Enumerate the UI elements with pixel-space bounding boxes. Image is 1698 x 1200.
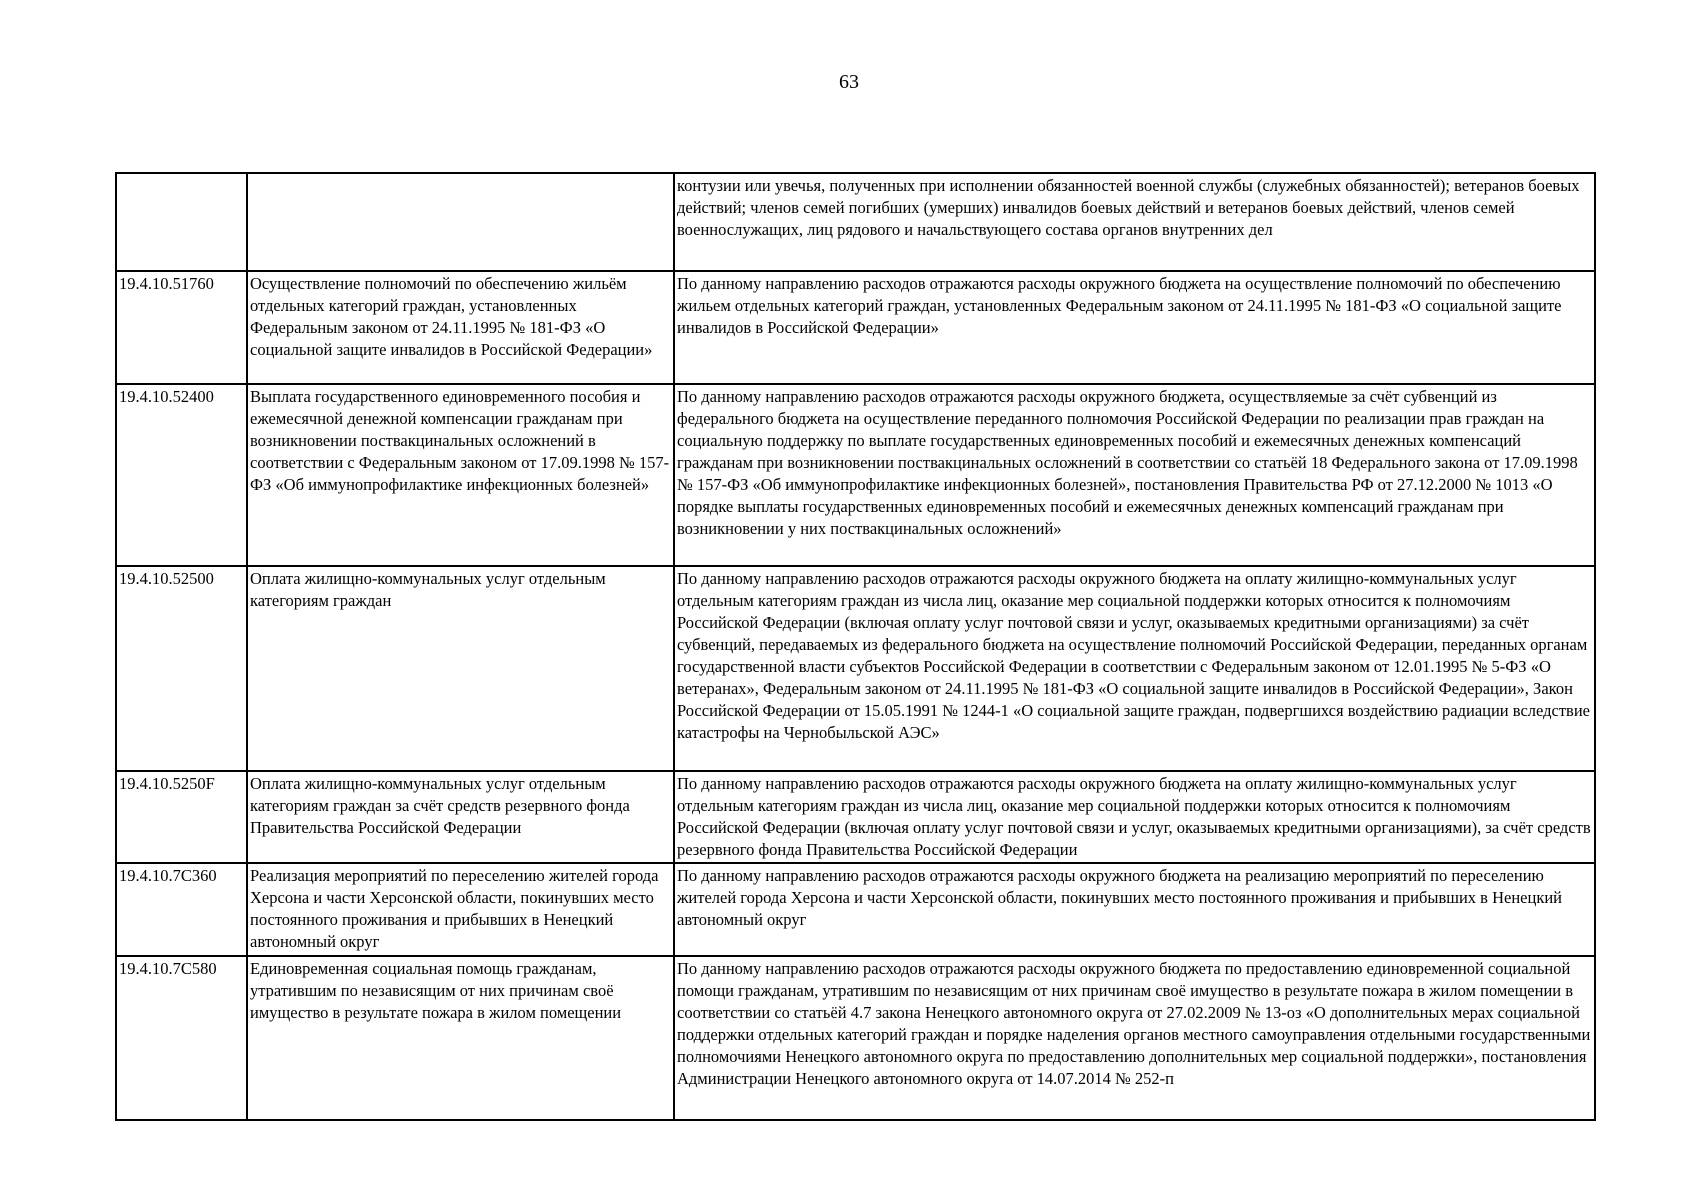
expense-name-cell: Оплата жилищно-коммунальных услуг отдельным категориям граждан xyxy=(247,566,674,771)
expense-description-cell: По данному направлению расходов отражаются расходы окружного бюджета на осуществление полномочий по обеспечению жильем отдельных категорий граждан, установленных Федеральным законом от 24.11.1995 № 181-ФЗ «О социальной защите инвалидов в Российской Федерации» xyxy=(674,271,1595,384)
table-row xyxy=(116,956,1595,1120)
expense-code-cell: 19.4.10.52500 xyxy=(116,566,247,771)
expense-description-cell: контузии или увечья, полученных при исполнении обязанностей военной службы (служебных обязанностей); ветеранов боевых действий; членов семей погибших (умерших) инвалидов боевых действий и ветеранов боевых действий, членов семей военнослужащих, лиц рядового и начальствующего состава органов внутренних дел xyxy=(674,173,1595,271)
table-row xyxy=(116,271,1595,384)
expense-name-cell: Выплата государственного единовременного пособия и ежемесячной денежной компенсации гражданам при возникновении поствакцинальных осложнений в соответствии с Федеральным законом от 17.09.1998 № 157-ФЗ «Об иммунопрофилактике инфекционных болезней» xyxy=(247,384,674,566)
expense-description-cell: По данному направлению расходов отражаются расходы окружного бюджета на оплату жилищно-коммунальных услуг отдельным категориям граждан из числа лиц, оказание мер социальной поддержки которых относится к полномочиям Российской Федерации (включая оплату услуг почтовой связи и услуг, оказываемых кредитными организациями), за счёт средств резервного фонда Правительства Российской Федерации xyxy=(674,771,1595,863)
expense-code-cell: 19.4.10.7С580 xyxy=(116,956,247,1120)
expense-code-cell: 19.4.10.7С360 xyxy=(116,863,247,956)
expense-code-cell xyxy=(116,173,247,271)
expense-name-cell: Реализация мероприятий по переселению жителей города Херсона и части Херсонской области, покинувших место постоянного проживания и прибывших в Ненецкий автономный округ xyxy=(247,863,674,956)
table-row xyxy=(116,771,1595,863)
expense-name-cell: Единовременная социальная помощь гражданам, утратившим по независящим от них причинам своё имущество в результате пожара в жилом помещении xyxy=(247,956,674,1120)
table-row xyxy=(116,566,1595,771)
expense-name-cell xyxy=(247,173,674,271)
budget-classification-table xyxy=(115,172,1596,1121)
table-row xyxy=(116,173,1595,271)
expense-code-cell: 19.4.10.51760 xyxy=(116,271,247,384)
table-row xyxy=(116,863,1595,956)
expense-name-cell: Осуществление полномочий по обеспечению жильём отдельных категорий граждан, установленных Федеральным законом от 24.11.1995 № 181-ФЗ «О социальной защите инвалидов в Российской Федерации» xyxy=(247,271,674,384)
expense-description-cell: По данному направлению расходов отражаются расходы окружного бюджета на оплату жилищно-коммунальных услуг отдельным категориям граждан из числа лиц, оказание мер социальной поддержки которых относится к полномочиям Российской Федерации (включая оплату услуг почтовой связи и услуг, оказываемых кредитными организациями) за счёт субвенций, передаваемых из федерального бюджета на осуществление полномочий Российской Федерации, переданных органам государственной власти субъектов Российской Федерации в соответствии с Федеральным законом от 12.01.1995 № 5-ФЗ «О ветеранах», Федеральным законом от 24.11.1995 № 181-ФЗ «О социальной защите инвалидов в Российской Федерации», Закон Российской Федерации от 15.05.1991 № 1244-1 «О социальной защите граждан, подвергшихся воздействию радиации вследствие катастрофы на Чернобыльской АЭС» xyxy=(674,566,1595,771)
expense-description-cell: По данному направлению расходов отражаются расходы окружного бюджета на реализацию мероприятий по переселению жителей города Херсона и части Херсонской области, покинувших место постоянного проживания и прибывших в Ненецкий автономный округ xyxy=(674,863,1595,956)
expense-name-cell: Оплата жилищно-коммунальных услуг отдельным категориям граждан за счёт средств резервного фонда Правительства Российской Федерации xyxy=(247,771,674,863)
expense-description-cell: По данному направлению расходов отражаются расходы окружного бюджета по предоставлению единовременной социальной помощи гражданам, утратившим по независящим от них причинам своё имущество в результате пожара в жилом помещении в соответствии со статьёй 4.7 закона Ненецкого автономного округа от 27.02.2009 № 13-оз «О дополнительных мерах социальной поддержки отдельных категорий граждан и порядке наделения органов местного самоуправления отдельными государственными полномочиями Ненецкого автономного округа по предоставлению дополнительных мер социальной поддержки», постановления Администрации Ненецкого автономного округа от 14.07.2014 № 252-п xyxy=(674,956,1595,1120)
table-row xyxy=(116,384,1595,566)
page-number: 63 xyxy=(839,71,859,93)
expense-code-cell: 19.4.10.52400 xyxy=(116,384,247,566)
expense-description-cell: По данному направлению расходов отражаются расходы окружного бюджета, осуществляемые за счёт субвенций из федерального бюджета на осуществление переданного полномочия Российской Федерации по реализации прав граждан на социальную поддержку по выплате государственных единовременных пособий и ежемесячных денежных компенсаций гражданам при возникновении поствакцинальных осложнений в соответствии со статьёй 18 Федерального закона от 17.09.1998 № 157-ФЗ «Об иммунопрофилактике инфекционных болезней», постановления Правительства РФ от 27.12.2000 № 1013 «О порядке выплаты государственных единовременных пособий и ежемесячных денежных компенсаций гражданам при возникновении у них поствакцинальных осложнений» xyxy=(674,384,1595,566)
expense-code-cell: 19.4.10.5250F xyxy=(116,771,247,863)
